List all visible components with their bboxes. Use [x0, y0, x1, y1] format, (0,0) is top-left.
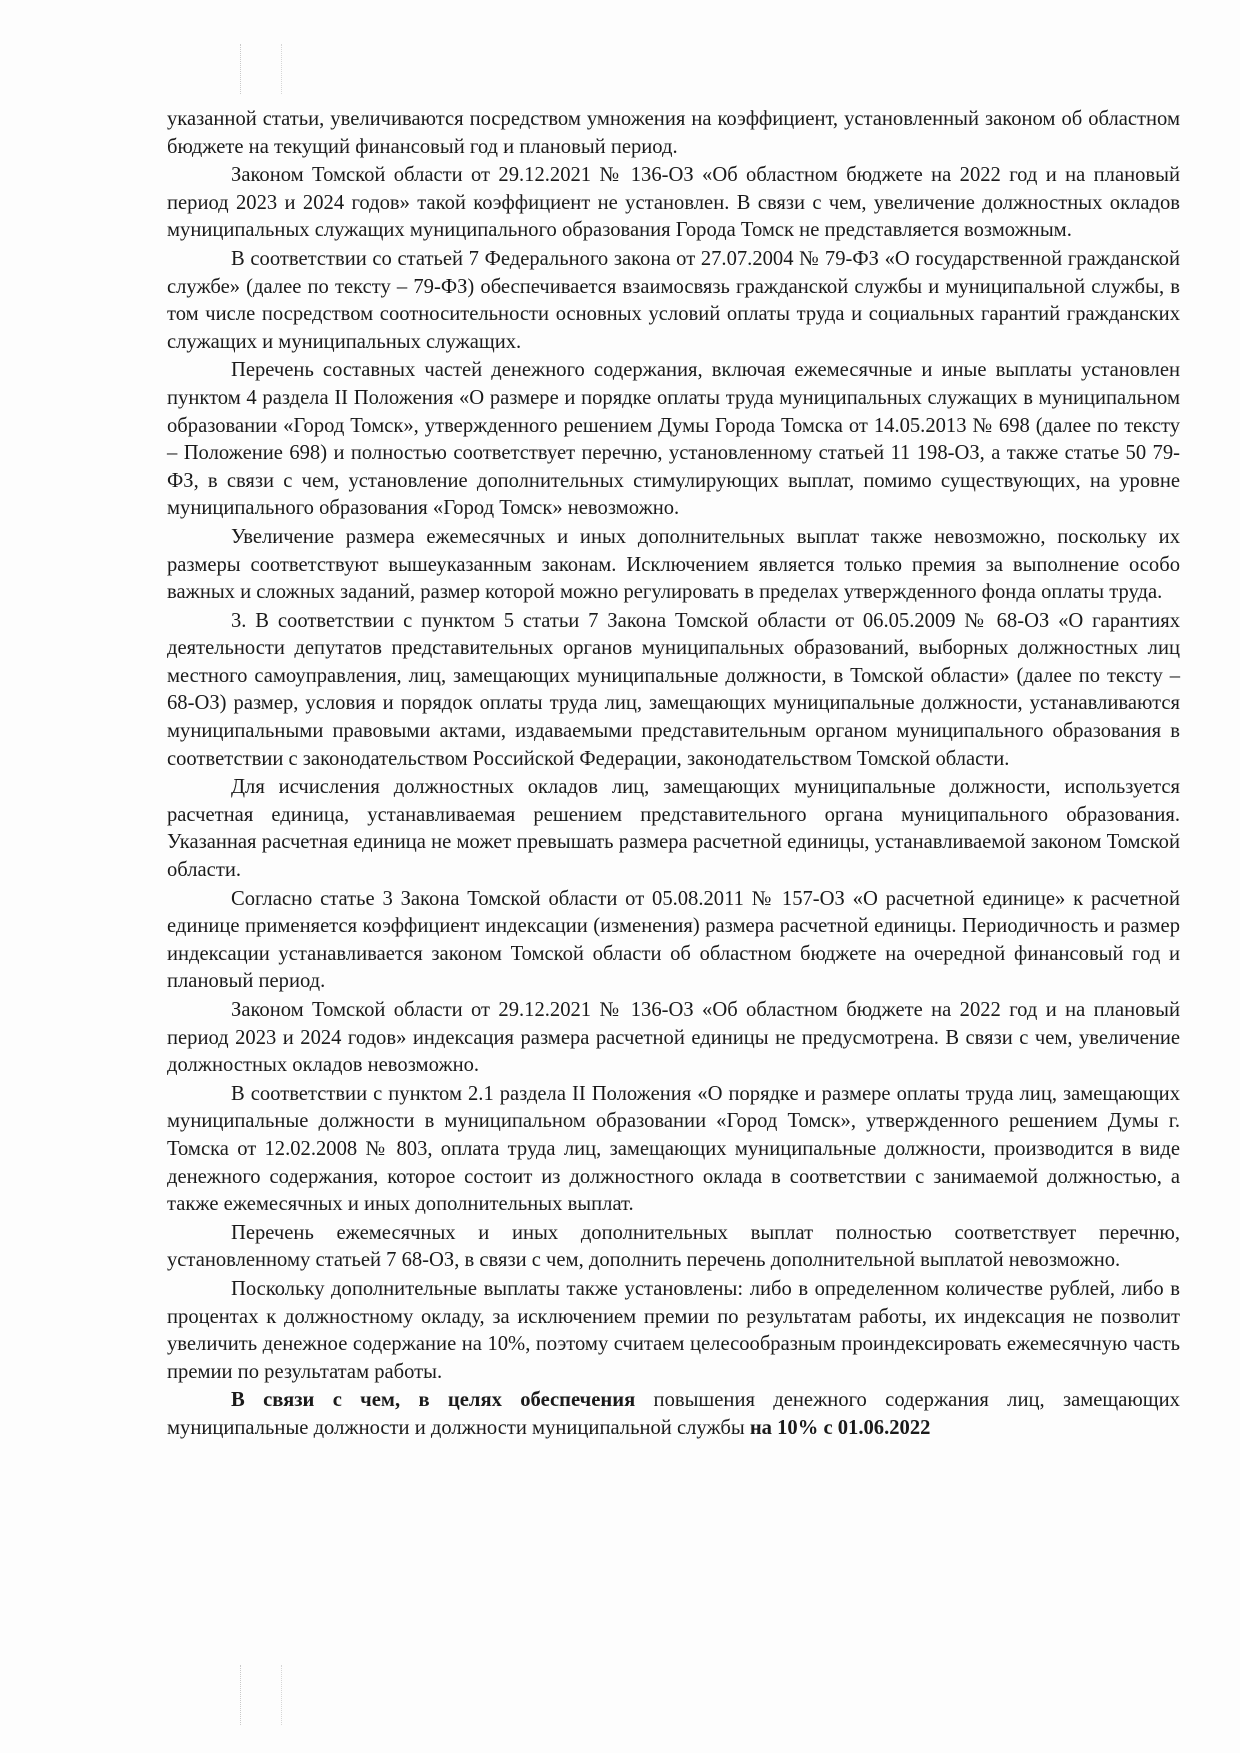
paragraph: Поскольку дополнительные выплаты также установлены: либо в определенном количестве рублей, либо в процентах к должностному окладу, за исключением премии по результатам работы, их индексация не позволит увеличить денежное содержание на 10%, поэтому считаем целесообразным проиндексировать ежемесячную часть премии по результатам работы. [167, 1277, 1180, 1383]
paragraph-continuation: указанной статьи, увеличиваются посредством умножения на коэффициент, установленный законом об областном бюджете на текущий финансовый год и плановый период. [167, 108, 1180, 158]
bold-tail: на 10% с 01.06.2022 [749, 1416, 931, 1439]
paragraph: Для исчисления должностных окладов лиц, замещающих муниципальные должности, используется расчетная единица, устанавливаемая решением представительного органа муниципального образования. Указанная расчетная единица не может превышать размера расчетной единицы, устанавливаемой законом Томской области. [167, 776, 1180, 882]
paragraph: Увеличение размера ежемесячных и иных дополнительных выплат также невозможно, поскольку их размеры соответствуют вышеуказанным законам. Исключением является только премия за выполнение особо важных и сложных заданий, размер которой можно регулировать в пределах утвержденного фонда оплаты труда. [167, 525, 1180, 604]
paragraph: В соответствии с пунктом 2.1 раздела II Положения «О порядке и размере оплаты труда лиц, замещающих муниципальные должности в муниципальном образовании «Город Томск», утвержденного решением Думы г. Томска от 12.02.2008 № 803, оплата труда лиц, замещающих муниципальные должности, производится в виде денежного содержания, которое состоит из должностного оклада в соответствии с занимаемой должностью, а также ежемесячных и иных дополнительных выплат. [167, 1082, 1180, 1216]
paragraph: Согласно статье 3 Закона Томской области от 05.08.2011 № 157-ОЗ «О расчетной единице» к расчетной единице применяется коэффициент индексации (изменения) размера расчетной единицы. Периодичность и размер индексации устанавливается законом Томской области об областном бюджете на очередной финансовый год и плановый период. [167, 887, 1180, 993]
scan-artifact [240, 44, 282, 94]
paragraph: Перечень ежемесячных и иных дополнительных выплат полностью соответствует перечню, установленному статьей 7 68-ОЗ, в связи с чем, дополнить перечень дополнительной выплатой невозможно. [167, 1221, 1180, 1272]
paragraph-final [167, 1387, 1180, 1442]
paragraph: Перечень составных частей денежного содержания, включая ежемесячные и иные выплаты установлен пунктом 4 раздела II Положения «О размере и порядке оплаты труда муниципальных служащих в муниципальном образовании «Город Томск», утвержденного решением Думы Города Томска от 14.05.2013 № 698 (далее по тексту – Положение 698) и полностью соответствует перечню, установленному статьей 11 198-ОЗ, а также статье 50 79-ФЗ, в связи с чем, установление дополнительных стимулирующих выплат, помимо существующих, на уровне муниципального образования «Город Томск» невозможно. [167, 359, 1180, 520]
document-body [167, 106, 1180, 1443]
scan-artifact [240, 1665, 282, 1725]
paragraph: Законом Томской области от 29.12.2021 № 136-ОЗ «Об областном бюджете на 2022 год и на плановый период 2023 и 2024 годов» индексация размера расчетной единицы не предусмотрена. В связи с чем, увеличение должностных окладов невозможно. [167, 999, 1180, 1077]
paragraph: В соответствии со статьей 7 Федерального закона от 27.07.2004 № 79-ФЗ «О государственной гражданской службе» (далее по тексту – 79-ФЗ) обеспечивается взаимосвязь гражданской службы и муниципальной службы, в том числе посредством соотносительности основных условий оплаты труда и социальных гарантий гражданских служащих и муниципальных служащих. [167, 247, 1180, 353]
paragraph: Законом Томской области от 29.12.2021 № 136-ОЗ «Об областном бюджете на 2022 год и на плановый период 2023 и 2024 годов» такой коэффициент не установлен. В связи с чем, увеличение должностных окладов муниципальных служащих муниципального образования Города Томск не представляется возможным. [167, 164, 1180, 242]
paragraph: 3. В соответствии с пунктом 5 статьи 7 Закона Томской области от 06.05.2009 № 68-ОЗ «О гарантиях деятельности депутатов представительных органов муниципальных образований, выборных должностных лиц местного самоуправления, лиц, замещающих муниципальные должности, в Томской области» (далее по тексту – 68-ОЗ) размер, условия и порядок оплаты труда лиц, замещающих муниципальные должности, устанавливаются муниципальными правовыми актами, издаваемыми представительным органом муниципального образования в соответствии с законодательством Российской Федерации, законодательством Томской области. [167, 609, 1180, 770]
bold-lead: В связи с чем, в целях обеспечения [231, 1389, 636, 1412]
final-middle: повышения денежного содержания лиц, замещающих муниципальные должности и должности муниципальной службы [167, 1389, 1180, 1439]
